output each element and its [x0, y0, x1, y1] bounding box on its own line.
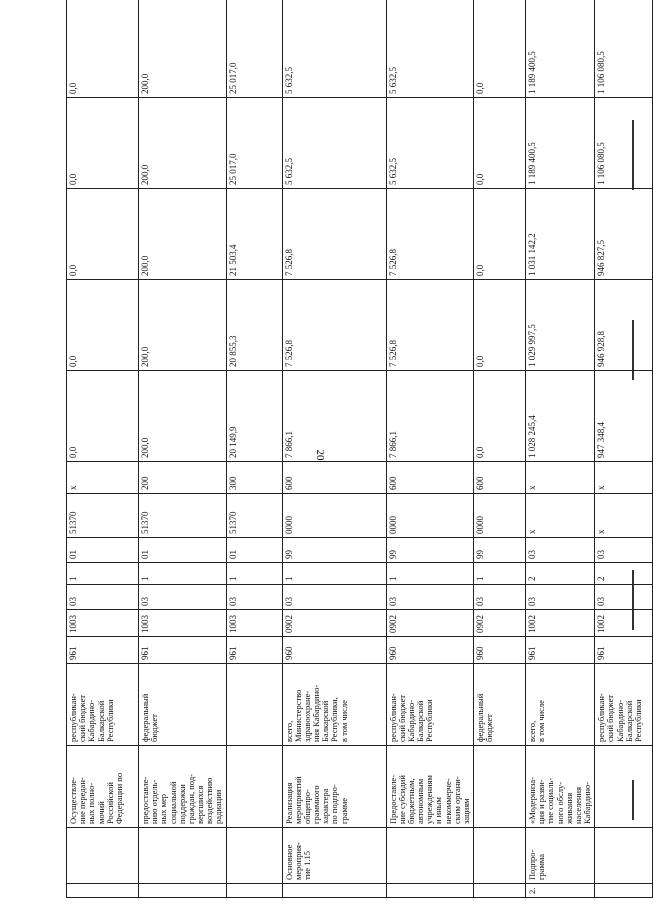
amount-year3-cell: 946 827,5	[595, 189, 653, 280]
measure-code-cell: 0000	[386, 494, 474, 538]
budget-table	[66, 0, 653, 898]
amount-year1-cell: 0,0	[67, 371, 139, 462]
measure-code-cell: 51370	[67, 494, 139, 538]
measure-name-cell: «Модерниза- ция и разви- тие социаль- ного обслу- живания населения Кабардино-	[526, 746, 595, 828]
funding-source-cell: федеральный бюджет	[474, 664, 526, 746]
section-code-cell: 0902	[282, 610, 386, 637]
expense-type-cell: x	[67, 462, 139, 494]
funding-source-cell: всего, в том числе	[526, 664, 595, 746]
amount-year1-cell: 7 866,1	[386, 371, 474, 462]
measure-name-cell	[595, 746, 653, 828]
amount-year3-cell: 200,0	[139, 189, 227, 280]
funding-source-cell: всего, Министерство здравоохране- ния Кабардино- Балкарской Республики, в том числе	[282, 664, 386, 746]
section-code-cell: 1002	[595, 610, 653, 637]
funding-source-cell	[226, 664, 282, 746]
subsection-code-cell: 03	[139, 585, 227, 610]
program-code-cell: 2	[595, 563, 653, 585]
table-row	[526, 0, 595, 898]
status-cell	[67, 828, 139, 884]
measure-code-cell: x	[595, 494, 653, 538]
expense-type-cell: 600	[386, 462, 474, 494]
program-code-cell: 1	[139, 563, 227, 585]
grbs-code-cell: 960	[386, 637, 474, 664]
row-number-cell	[595, 884, 653, 898]
amount-year2-cell: 1 029 997,5	[526, 280, 595, 371]
amount-year4-cell: 5 632,5	[282, 98, 386, 189]
amount-year3-cell: 21 503,4	[226, 189, 282, 280]
amount-year2-cell: 200,0	[139, 280, 227, 371]
table-row	[386, 0, 474, 898]
amount-year2-cell: 946 928,8	[595, 280, 653, 371]
status-cell: Основное мероприя- тие 1.15	[282, 828, 386, 884]
subprogram-code-cell: 99	[474, 538, 526, 563]
measure-name-cell	[474, 746, 526, 828]
status-cell	[386, 828, 474, 884]
amount-year2-cell: 0,0	[474, 280, 526, 371]
amount-year1-cell: 20 149,9	[226, 371, 282, 462]
page-number: 20	[314, 449, 326, 461]
amount-year1-cell: 200,0	[139, 371, 227, 462]
amount-year4-cell: 25 017,0	[226, 98, 282, 189]
measure-name-cell: предоставле- нию отдель- ных мер социальной поддержки граждан, под- вергшихся воздействию радиации	[139, 746, 227, 828]
measure-name-cell: Реализация мероприятий общепро- граммного характера по подпро- грамме	[282, 746, 386, 828]
section-code-cell: 0902	[474, 610, 526, 637]
funding-source-cell: республикан- ский бюджет Кабардино- Балкарской Республики	[67, 664, 139, 746]
subprogram-code-cell: 01	[139, 538, 227, 563]
table-row	[474, 0, 526, 898]
grbs-code-cell: 961	[67, 637, 139, 664]
amount-year4-cell: 0,0	[67, 98, 139, 189]
grbs-code-cell: 961	[226, 637, 282, 664]
row-number-cell	[474, 884, 526, 898]
status-cell	[139, 828, 227, 884]
subsection-code-cell: 03	[226, 585, 282, 610]
amount-year5-cell: 200,0	[139, 0, 227, 98]
table-row	[226, 0, 282, 898]
table-row	[282, 0, 386, 898]
section-code-cell: 1003	[226, 610, 282, 637]
status-cell	[595, 828, 653, 884]
subprogram-code-cell: 01	[226, 538, 282, 563]
row-number-cell: 2.	[526, 884, 595, 898]
program-code-cell: 1	[282, 563, 386, 585]
subprogram-code-cell: 03	[595, 538, 653, 563]
amount-year4-cell: 1 189 400,5	[526, 98, 595, 189]
amount-year5-cell: 0,0	[474, 0, 526, 98]
grbs-code-cell: 961	[139, 637, 227, 664]
measure-name-cell: Предоставле- ние субсидий бюджетным, автономным учреждениям и иным некоммерче- ским органи- зациям	[386, 746, 474, 828]
row-number-cell	[282, 884, 386, 898]
amount-year1-cell: 0,0	[474, 371, 526, 462]
row-number-cell	[386, 884, 474, 898]
subsection-code-cell: 03	[474, 585, 526, 610]
table-row	[595, 0, 653, 898]
expense-type-cell: x	[595, 462, 653, 494]
subprogram-code-cell: 99	[282, 538, 386, 563]
expense-type-cell: 600	[282, 462, 386, 494]
table-row	[67, 0, 139, 898]
subprogram-code-cell: 01	[67, 538, 139, 563]
subsection-code-cell: 03	[526, 585, 595, 610]
amount-year5-cell: 5 632,5	[386, 0, 474, 98]
program-code-cell: 1	[67, 563, 139, 585]
section-code-cell: 1003	[67, 610, 139, 637]
program-code-cell: 1	[386, 563, 474, 585]
measure-code-cell: x	[526, 494, 595, 538]
table-row	[139, 0, 227, 898]
amount-year1-cell: 7 866,1	[282, 371, 386, 462]
subsection-code-cell: 03	[386, 585, 474, 610]
measure-code-cell: 51370	[226, 494, 282, 538]
amount-year5-cell: 5 632,5	[282, 0, 386, 98]
amount-year5-cell: 0,0	[67, 0, 139, 98]
measure-code-cell: 51370	[139, 494, 227, 538]
program-code-cell: 2	[526, 563, 595, 585]
row-number-cell	[67, 884, 139, 898]
measure-name-cell: Осуществле- ние передан- ных полно- мочий Российской Федерации по	[67, 746, 139, 828]
status-cell	[226, 828, 282, 884]
section-code-cell: 1002	[526, 610, 595, 637]
amount-year3-cell: 7 526,8	[386, 189, 474, 280]
program-code-cell: 1	[226, 563, 282, 585]
amount-year3-cell: 1 031 142,2	[526, 189, 595, 280]
expense-type-cell: x	[526, 462, 595, 494]
expense-type-cell: 600	[474, 462, 526, 494]
section-code-cell: 0902	[386, 610, 474, 637]
status-cell: Подпро- грамма	[526, 828, 595, 884]
status-cell	[474, 828, 526, 884]
expense-type-cell: 200	[139, 462, 227, 494]
amount-year3-cell: 0,0	[67, 189, 139, 280]
amount-year4-cell: 0,0	[474, 98, 526, 189]
amount-year5-cell: 1 106 080,5	[595, 0, 653, 98]
rotated-table-area	[66, 12, 643, 898]
grbs-code-cell: 960	[474, 637, 526, 664]
amount-year5-cell: 25 017,0	[226, 0, 282, 98]
row-number-cell	[139, 884, 227, 898]
section-code-cell: 1003	[139, 610, 227, 637]
subprogram-code-cell: 03	[526, 538, 595, 563]
grbs-code-cell: 961	[526, 637, 595, 664]
subsection-code-cell: 03	[67, 585, 139, 610]
amount-year1-cell: 1 028 245,4	[526, 371, 595, 462]
amount-year2-cell: 0,0	[67, 280, 139, 371]
amount-year3-cell: 0,0	[474, 189, 526, 280]
amount-year2-cell: 7 526,8	[282, 280, 386, 371]
amount-year1-cell: 947 348,4	[595, 371, 653, 462]
subsection-code-cell: 03	[282, 585, 386, 610]
amount-year5-cell: 1 189 400,5	[526, 0, 595, 98]
amount-year3-cell: 7 526,8	[282, 189, 386, 280]
funding-source-cell: федеральный бюджет	[139, 664, 227, 746]
measure-code-cell: 0000	[282, 494, 386, 538]
amount-year2-cell: 20 855,3	[226, 280, 282, 371]
subsection-code-cell: 03	[595, 585, 653, 610]
measure-code-cell: 0000	[474, 494, 526, 538]
amount-year4-cell: 1 106 080,5	[595, 98, 653, 189]
expense-type-cell: 300	[226, 462, 282, 494]
amount-year2-cell: 7 526,8	[386, 280, 474, 371]
funding-source-cell: республикан- ский бюджет Кабардино- Балкарской Республики	[595, 664, 653, 746]
amount-year4-cell: 5 632,5	[386, 98, 474, 189]
row-number-cell	[226, 884, 282, 898]
program-code-cell: 1	[474, 563, 526, 585]
subprogram-code-cell: 99	[386, 538, 474, 563]
amount-year4-cell: 200,0	[139, 98, 227, 189]
grbs-code-cell: 961	[595, 637, 653, 664]
funding-source-cell: республикан- ский бюджет Кабардино- Балкарской Республики	[386, 664, 474, 746]
grbs-code-cell: 960	[282, 637, 386, 664]
measure-name-cell	[226, 746, 282, 828]
